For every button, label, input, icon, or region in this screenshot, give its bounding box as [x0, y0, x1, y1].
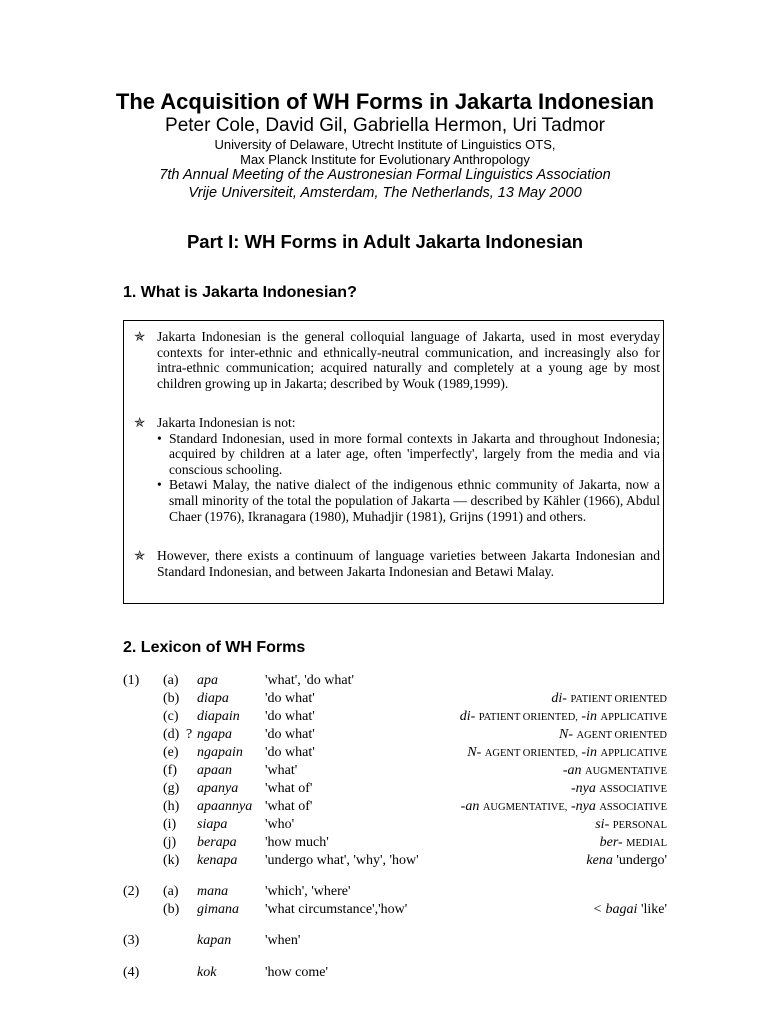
- morphology: [551, 690, 667, 709]
- morpheme: si-: [595, 817, 610, 832]
- morph-category: APPLICATIVE: [600, 712, 667, 723]
- morpheme: ber-: [599, 835, 623, 850]
- morph-category: PATIENT ORIENTED,: [478, 712, 578, 723]
- wh-word: apa: [197, 673, 218, 688]
- gloss: 'who': [265, 817, 295, 832]
- example-letter: (k): [163, 853, 180, 868]
- morph-category: APPLICATIVE: [600, 748, 667, 759]
- example-letter: (d): [163, 727, 180, 742]
- gloss: 'do what': [265, 727, 315, 742]
- morpheme: -an: [562, 763, 582, 778]
- bullet-text: However, there exists a continuum of language varieties between Jakarta Indonesian and Standard Indonesian, and between Jakarta Indonesian and Betawi Malay.: [157, 548, 660, 579]
- sub-bullet-2: [157, 477, 660, 524]
- example-letter: (b): [163, 902, 180, 917]
- example-letter: (e): [163, 745, 179, 760]
- morph-category: 'like': [640, 902, 667, 917]
- sub-bullet-1: [157, 431, 660, 478]
- bullet-text: Jakarta Indonesian is the general colloquial language of Jakarta, used in most everyday contexts for inter-ethnic and ethnically-neutral communication, and increasingly also for intra-ethnic communication; acquired naturally and completely at a young age by most children growing up in Jakarta; described by Wouk (1989,1999).: [157, 329, 660, 391]
- example-letter: (b): [163, 691, 180, 706]
- morph-category: ASSOCIATIVE: [599, 802, 667, 813]
- wh-word: gimana: [197, 902, 239, 917]
- lexicon-row: [0, 798, 770, 816]
- wh-word: diapain: [197, 709, 240, 724]
- morphology: [460, 708, 667, 727]
- morph-category: AUGMENTATIVE,: [482, 802, 568, 813]
- wh-word: ngapain: [197, 745, 243, 760]
- conference-line-1: 7th Annual Meeting of the Austronesian Formal Linguistics Association: [159, 167, 611, 183]
- gloss: 'do what': [265, 709, 315, 724]
- lexicon-row: [0, 672, 770, 690]
- gloss: 'what circumstance','how': [265, 902, 408, 917]
- affiliation-line-2: Max Planck Institute for Evolutionary Anthropology: [240, 152, 530, 167]
- example-letter: (i): [163, 817, 177, 832]
- bullet-text: Jakarta Indonesian is not:: [157, 415, 296, 430]
- lexicon-row: [0, 932, 770, 950]
- morpheme: kena: [586, 853, 613, 868]
- morph-category: AGENT ORIENTED,: [484, 748, 578, 759]
- wh-word: apaannya: [197, 799, 253, 814]
- example-number: (1): [123, 673, 140, 688]
- morpheme: di-: [459, 709, 476, 724]
- example-number: (4): [123, 965, 140, 980]
- sub-bullet-text: Betawi Malay, the native dialect of the indigenous ethnic community of Jakarta, now a small minority of the total the population of Jakarta — described by Kähler (1966), Abdul Chaer (1976), Ikranagara (1980), Muhadjir (1981), Grijns (1991) and others.: [169, 477, 660, 524]
- example-number: (2): [123, 884, 140, 899]
- star-icon: ✯: [134, 548, 146, 563]
- example-letter: (f): [163, 763, 177, 778]
- morphology: [571, 780, 667, 799]
- lexicon-row: [0, 744, 770, 762]
- gloss: 'which', 'where': [265, 884, 351, 899]
- sub-bullet-text: Standard Indonesian, used in more formal contexts in Jakarta and throughout Indonesia; acquired by children at a later age, often 'imperfectly', largely from the media and via conscious schooling.: [169, 430, 660, 477]
- wh-word: apaan: [197, 763, 232, 778]
- conference-line-2: Vrije Universiteit, Amsterdam, The Netherlands, 13 May 2000: [188, 185, 582, 201]
- morph-category: ASSOCIATIVE: [599, 784, 667, 795]
- bullet-dot-icon: •: [157, 477, 162, 493]
- gloss: 'what of': [265, 781, 313, 796]
- section-2-heading: 2. Lexicon of WH Forms: [123, 639, 306, 656]
- part-title: Part I: WH Forms in Adult Jakarta Indonesian: [186, 231, 584, 252]
- morpheme: < bagai: [592, 902, 638, 917]
- example-letter: (h): [163, 799, 180, 814]
- wh-word: kapan: [197, 933, 232, 948]
- wh-word: apanya: [197, 781, 239, 796]
- lexicon-row: [0, 726, 770, 744]
- gloss: 'do what': [265, 745, 315, 760]
- example-letter: (g): [163, 781, 180, 796]
- gloss: 'what', 'do what': [265, 673, 355, 688]
- authors: Peter Cole, David Gil, Gabriella Hermon, Uri Tadmor: [165, 115, 605, 136]
- gloss: 'what of': [265, 799, 313, 814]
- morphology: [467, 744, 667, 763]
- morpheme: N-: [467, 745, 482, 760]
- morpheme: -in: [581, 745, 597, 760]
- bullet-dot-icon: •: [157, 430, 162, 446]
- bullet-1: [134, 329, 660, 391]
- wh-word: diapa: [197, 691, 229, 706]
- lexicon-row: [0, 690, 770, 708]
- section-1-heading: 1. What is Jakarta Indonesian?: [123, 284, 357, 301]
- morph-category: PATIENT ORIENTED: [570, 694, 667, 705]
- gloss: 'how come': [265, 965, 328, 980]
- morpheme: di-: [551, 691, 567, 706]
- morphology: [461, 798, 667, 817]
- morphology: [593, 901, 667, 920]
- morpheme: N-: [558, 727, 573, 742]
- example-number: (3): [123, 933, 140, 948]
- morphology: [563, 762, 667, 781]
- questionable-mark: ?: [186, 727, 193, 742]
- morph-category: PERSONAL: [612, 820, 667, 831]
- lexicon-row: [0, 708, 770, 726]
- morph-category: 'undergo': [616, 853, 667, 868]
- affiliation-line-1: University of Delaware, Utrecht Institute of Linguistics OTS,: [214, 137, 556, 152]
- gloss: 'do what': [265, 691, 315, 706]
- morpheme: -nya: [570, 781, 596, 796]
- star-icon: ✯: [134, 415, 146, 430]
- example-letter: (c): [163, 709, 179, 724]
- wh-word: siapa: [197, 817, 228, 832]
- example-letter: (a): [163, 673, 179, 688]
- lexicon-row: [0, 816, 770, 834]
- lexicon-row: [0, 762, 770, 780]
- morph-category: MEDIAL: [626, 838, 667, 849]
- wh-word: mana: [197, 884, 229, 899]
- wh-word: ngapa: [197, 727, 232, 742]
- wh-word: berapa: [197, 835, 237, 850]
- morphology: [595, 816, 667, 835]
- lexicon-row: [0, 852, 770, 870]
- morphology: [586, 852, 667, 871]
- bullet-2: [134, 415, 660, 524]
- gloss: 'how much': [265, 835, 329, 850]
- lexicon-row: [0, 901, 770, 919]
- morph-category: AUGMENTATIVE: [585, 766, 667, 777]
- morphology: [559, 726, 667, 745]
- lexicon-row: [0, 834, 770, 852]
- wh-word: kenapa: [197, 853, 238, 868]
- gloss: 'undergo what', 'why', 'how': [265, 853, 419, 868]
- lexicon-row: [0, 780, 770, 798]
- lexicon-row: [0, 883, 770, 901]
- morpheme: -in: [581, 709, 597, 724]
- star-icon: ✯: [134, 329, 146, 344]
- lexicon-row: [0, 964, 770, 982]
- paper-title: The Acquisition of WH Forms in Jakarta Indonesian: [115, 89, 655, 114]
- gloss: 'what': [265, 763, 298, 778]
- gloss: 'when': [265, 933, 301, 948]
- bullet-3: [134, 548, 660, 579]
- morpheme: -nya: [570, 799, 596, 814]
- morpheme: -an: [460, 799, 480, 814]
- example-letter: (a): [163, 884, 179, 899]
- morphology: [600, 834, 667, 853]
- wh-word: kok: [197, 965, 217, 980]
- morph-category: AGENT ORIENTED: [576, 730, 667, 741]
- example-letter: (j): [163, 835, 177, 850]
